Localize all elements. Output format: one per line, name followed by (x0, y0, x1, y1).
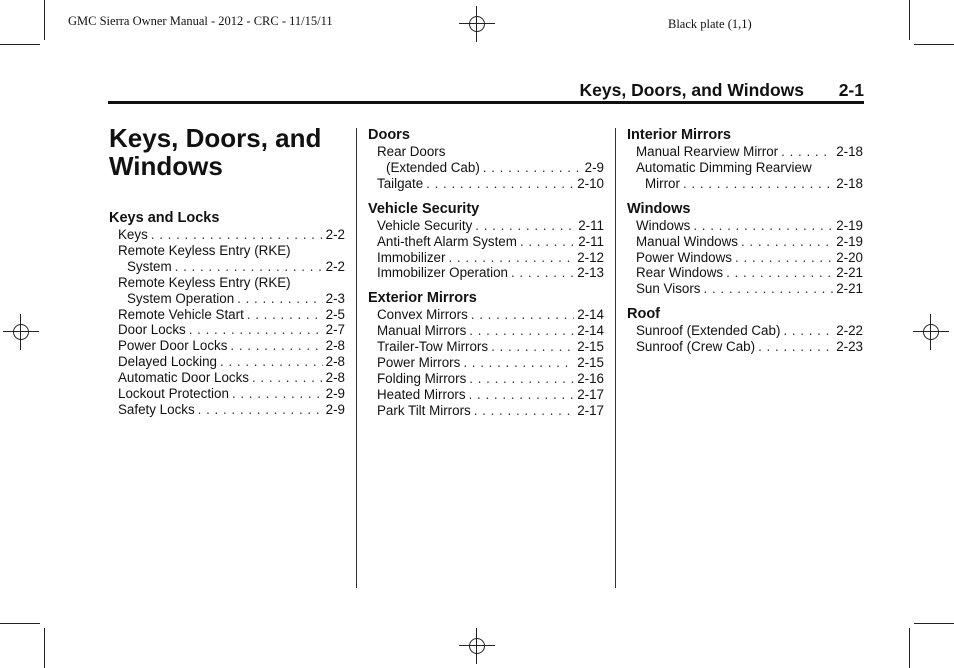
toc-entry-page: 2-19 (836, 217, 863, 233)
toc-entry[interactable] (636, 160, 863, 176)
toc-entry-label: Rear Windows (636, 265, 724, 281)
group-spacer (368, 281, 604, 290)
toc-entry-list (627, 144, 863, 192)
dot-leader (758, 339, 833, 355)
dot-leader (198, 402, 323, 418)
toc-entry-label: Immobilizer (377, 249, 446, 265)
dot-leader (247, 307, 323, 323)
page-number: 2-1 (838, 80, 864, 100)
dot-leader (469, 323, 574, 339)
dot-leader (483, 160, 582, 176)
toc-entry-page: 2-16 (577, 370, 604, 386)
registration-mark-bottom (459, 628, 495, 664)
toc-entry-label: Remote Vehicle Start (118, 306, 244, 322)
toc-entry-page: 2-17 (577, 402, 604, 418)
dot-leader (683, 176, 833, 192)
dot-leader (471, 307, 574, 323)
toc-entry[interactable] (118, 227, 345, 243)
toc-entry[interactable] (636, 339, 863, 355)
dot-leader (469, 371, 574, 387)
dot-leader (463, 355, 574, 371)
toc-entry[interactable] (118, 322, 345, 338)
plate-number: Black plate (1,1) (668, 17, 752, 31)
dot-leader (469, 387, 575, 403)
toc-entry-label: Sun Visors (636, 281, 701, 297)
toc-entry-page: 2-9 (584, 159, 604, 175)
toc-entry[interactable] (118, 386, 345, 402)
toc-entry-label: Automatic Door Locks (118, 370, 249, 386)
toc-entry-page: 2-8 (325, 338, 345, 354)
crop-mark (909, 0, 910, 40)
toc-entry-page: 2-18 (836, 175, 863, 191)
crop-mark (0, 623, 40, 624)
toc-entry-page: 2-8 (325, 354, 345, 370)
dot-leader (520, 234, 575, 250)
toc-entry[interactable] (118, 275, 345, 291)
toc-entry-page: 2-20 (836, 249, 863, 265)
toc-entry[interactable] (636, 265, 863, 281)
toc-entry-label: Manual Mirrors (377, 323, 467, 339)
toc-entry-page: 2-15 (577, 339, 604, 355)
toc-entry-page: 2-17 (577, 386, 604, 402)
group-spacer (368, 192, 604, 201)
dot-leader (474, 403, 574, 419)
toc-entry-label: Immobilizer Operation (377, 265, 508, 281)
toc-entry-label: Park Tilt Mirrors (377, 402, 471, 418)
toc-entry[interactable] (377, 144, 604, 160)
toc-entry[interactable] (377, 234, 604, 250)
toc-entry-page: 2-18 (836, 144, 863, 159)
toc-entry-page: 2-22 (836, 323, 863, 339)
dot-leader (781, 144, 833, 160)
dot-leader (230, 338, 322, 354)
dot-leader (693, 218, 833, 234)
toc-group-title: Exterior Mirrors (368, 290, 477, 307)
toc-entry[interactable] (636, 218, 863, 234)
dot-leader (511, 265, 574, 281)
toc-entry-page: 2-12 (577, 249, 604, 265)
dot-leader (175, 259, 323, 275)
toc-group-title: Windows (627, 200, 691, 217)
toc-entry[interactable] (377, 387, 604, 403)
toc-entry[interactable] (118, 307, 345, 323)
column-divider (356, 128, 357, 588)
toc-entry-page: 2-8 (325, 370, 345, 386)
dot-leader (491, 339, 574, 355)
toc-entry-label: Trailer-Tow Mirrors (377, 339, 489, 355)
toc-entry-label: Safety Locks (118, 401, 195, 417)
toc-entry-list (368, 218, 604, 282)
toc-entry-page: 2-3 (325, 290, 345, 306)
dot-leader (735, 250, 833, 266)
toc-entry-page: 2-21 (836, 281, 863, 297)
registration-mark-left (3, 314, 39, 350)
toc-entry-page: 2-9 (325, 401, 345, 417)
dot-leader (704, 281, 834, 297)
toc-entry-label: Manual Windows (636, 233, 738, 249)
group-spacer (627, 192, 863, 201)
group-spacer (627, 297, 863, 306)
crop-mark (0, 44, 40, 45)
toc-entry-label: Door Locks (118, 322, 186, 338)
toc-entry-label: Anti-theft Alarm System (377, 233, 517, 249)
toc-entry-label: Folding Mirrors (377, 370, 467, 386)
toc-entry[interactable] (377, 339, 604, 355)
toc-entry[interactable] (377, 403, 604, 419)
registration-mark-right (913, 314, 949, 350)
toc-entry-label: Remote Keyless Entry (RKE) (118, 274, 291, 290)
crop-mark (914, 623, 954, 624)
toc-entry[interactable] (636, 323, 863, 339)
toc-entry-page: 2-19 (836, 233, 863, 249)
toc-entry[interactable] (377, 371, 604, 387)
toc-entry-label: Power Mirrors (377, 355, 461, 371)
toc-entry[interactable] (377, 218, 604, 234)
toc-entry-label: Power Door Locks (118, 338, 228, 354)
crop-mark (44, 0, 45, 40)
toc-entry-label: Vehicle Security (377, 217, 473, 233)
dot-leader (252, 370, 323, 386)
toc-entry[interactable] (118, 259, 345, 275)
toc-entry-label: Windows (636, 217, 691, 233)
toc-column-1 (109, 210, 345, 418)
toc-entry[interactable] (118, 354, 345, 370)
toc-entry[interactable] (377, 160, 604, 176)
toc-entry-label: Heated Mirrors (377, 386, 466, 402)
toc-entry-page: 2-23 (836, 339, 863, 355)
toc-entry[interactable] (636, 250, 863, 266)
dot-leader (448, 250, 574, 266)
header-rule (108, 101, 864, 104)
toc-entry[interactable] (377, 355, 604, 371)
toc-entry[interactable] (636, 176, 863, 192)
toc-entry[interactable] (636, 234, 863, 250)
toc-entry-page: 2-7 (325, 322, 345, 338)
toc-entry-label: Rear Doors (377, 144, 446, 159)
toc-entry[interactable] (118, 402, 345, 418)
toc-entry-label: System Operation (127, 290, 235, 306)
toc-entry[interactable] (377, 265, 604, 281)
toc-entry-list (368, 144, 604, 192)
dot-leader (232, 386, 323, 402)
toc-entry-page: 2-21 (836, 265, 863, 281)
dot-leader (151, 227, 323, 243)
toc-entry-page: 2-5 (325, 306, 345, 322)
toc-entry-page: 2-14 (577, 323, 604, 339)
toc-entry-label: Keys (118, 227, 148, 242)
column-divider (615, 128, 616, 588)
toc-entry[interactable] (636, 144, 863, 160)
toc-group-title: Interior Mirrors (627, 127, 731, 143)
dot-leader (726, 265, 833, 281)
toc-entry[interactable] (377, 307, 604, 323)
dot-leader (783, 323, 833, 339)
dot-leader (475, 218, 575, 234)
toc-entry-page: 2-13 (577, 265, 604, 281)
crop-mark (44, 628, 45, 668)
toc-entry-page: 2-10 (577, 175, 604, 191)
registration-mark-top (459, 6, 495, 42)
running-header (108, 80, 864, 102)
toc-entry[interactable] (118, 338, 345, 354)
toc-entry-label: Mirror (645, 175, 680, 191)
crop-mark (914, 44, 954, 45)
toc-entry-label: Manual Rearview Mirror (636, 144, 779, 159)
toc-entry-list (368, 307, 604, 418)
toc-entry-page: 2-2 (325, 258, 345, 274)
toc-entry-page: 2-9 (325, 386, 345, 402)
toc-entry-label: Power Windows (636, 249, 732, 265)
toc-entry-list (627, 218, 863, 298)
crop-mark (909, 628, 910, 668)
dot-leader (741, 234, 833, 250)
toc-entry-page: 2-2 (325, 227, 345, 242)
toc-entry-label: Delayed Locking (118, 354, 218, 370)
dot-leader (220, 354, 323, 370)
plate-info: GMC Sierra Owner Manual - 2012 - CRC - 11/15/11 (68, 14, 333, 28)
toc-entry[interactable] (377, 176, 604, 192)
toc-entry-label: Sunroof (Crew Cab) (636, 339, 756, 355)
toc-entry-list (109, 227, 345, 418)
dot-leader (237, 291, 322, 307)
chapter-title: Keys, Doors, and Windows (109, 123, 322, 181)
toc-entry-page: 2-11 (578, 233, 604, 249)
toc-group-title: Doors (368, 127, 410, 143)
toc-entry-page: 2-14 (577, 307, 604, 323)
toc-entry-label: Automatic Dimming Rearview (636, 159, 812, 175)
toc-entry[interactable] (118, 291, 345, 307)
toc-entry[interactable] (377, 323, 604, 339)
dot-leader (426, 176, 574, 192)
dot-leader (189, 322, 323, 338)
toc-entry-list (627, 323, 863, 355)
toc-column-2 (368, 127, 604, 419)
toc-entry-page: 2-11 (578, 217, 604, 233)
toc-entry-label: (Extended Cab) (386, 159, 480, 175)
toc-entry-label: Tailgate (377, 175, 424, 191)
toc-group-title: Roof (627, 306, 661, 323)
toc-entry-page: 2-15 (577, 355, 604, 371)
toc-entry-label: Lockout Protection (118, 386, 229, 402)
toc-entry[interactable] (636, 281, 863, 297)
toc-entry[interactable] (118, 243, 345, 259)
toc-entry[interactable] (377, 250, 604, 266)
toc-entry[interactable] (118, 370, 345, 386)
toc-group-title: Vehicle Security (368, 200, 480, 217)
toc-entry-label: Convex Mirrors (377, 307, 468, 323)
section-title: Keys, Doors, and Windows (579, 80, 804, 100)
toc-entry-label: System (127, 258, 172, 274)
toc-entry-label: Remote Keyless Entry (RKE) (118, 242, 291, 258)
toc-entry-label: Sunroof (Extended Cab) (636, 323, 781, 339)
toc-group-title: Keys and Locks (109, 210, 220, 226)
toc-column-3 (627, 127, 863, 355)
